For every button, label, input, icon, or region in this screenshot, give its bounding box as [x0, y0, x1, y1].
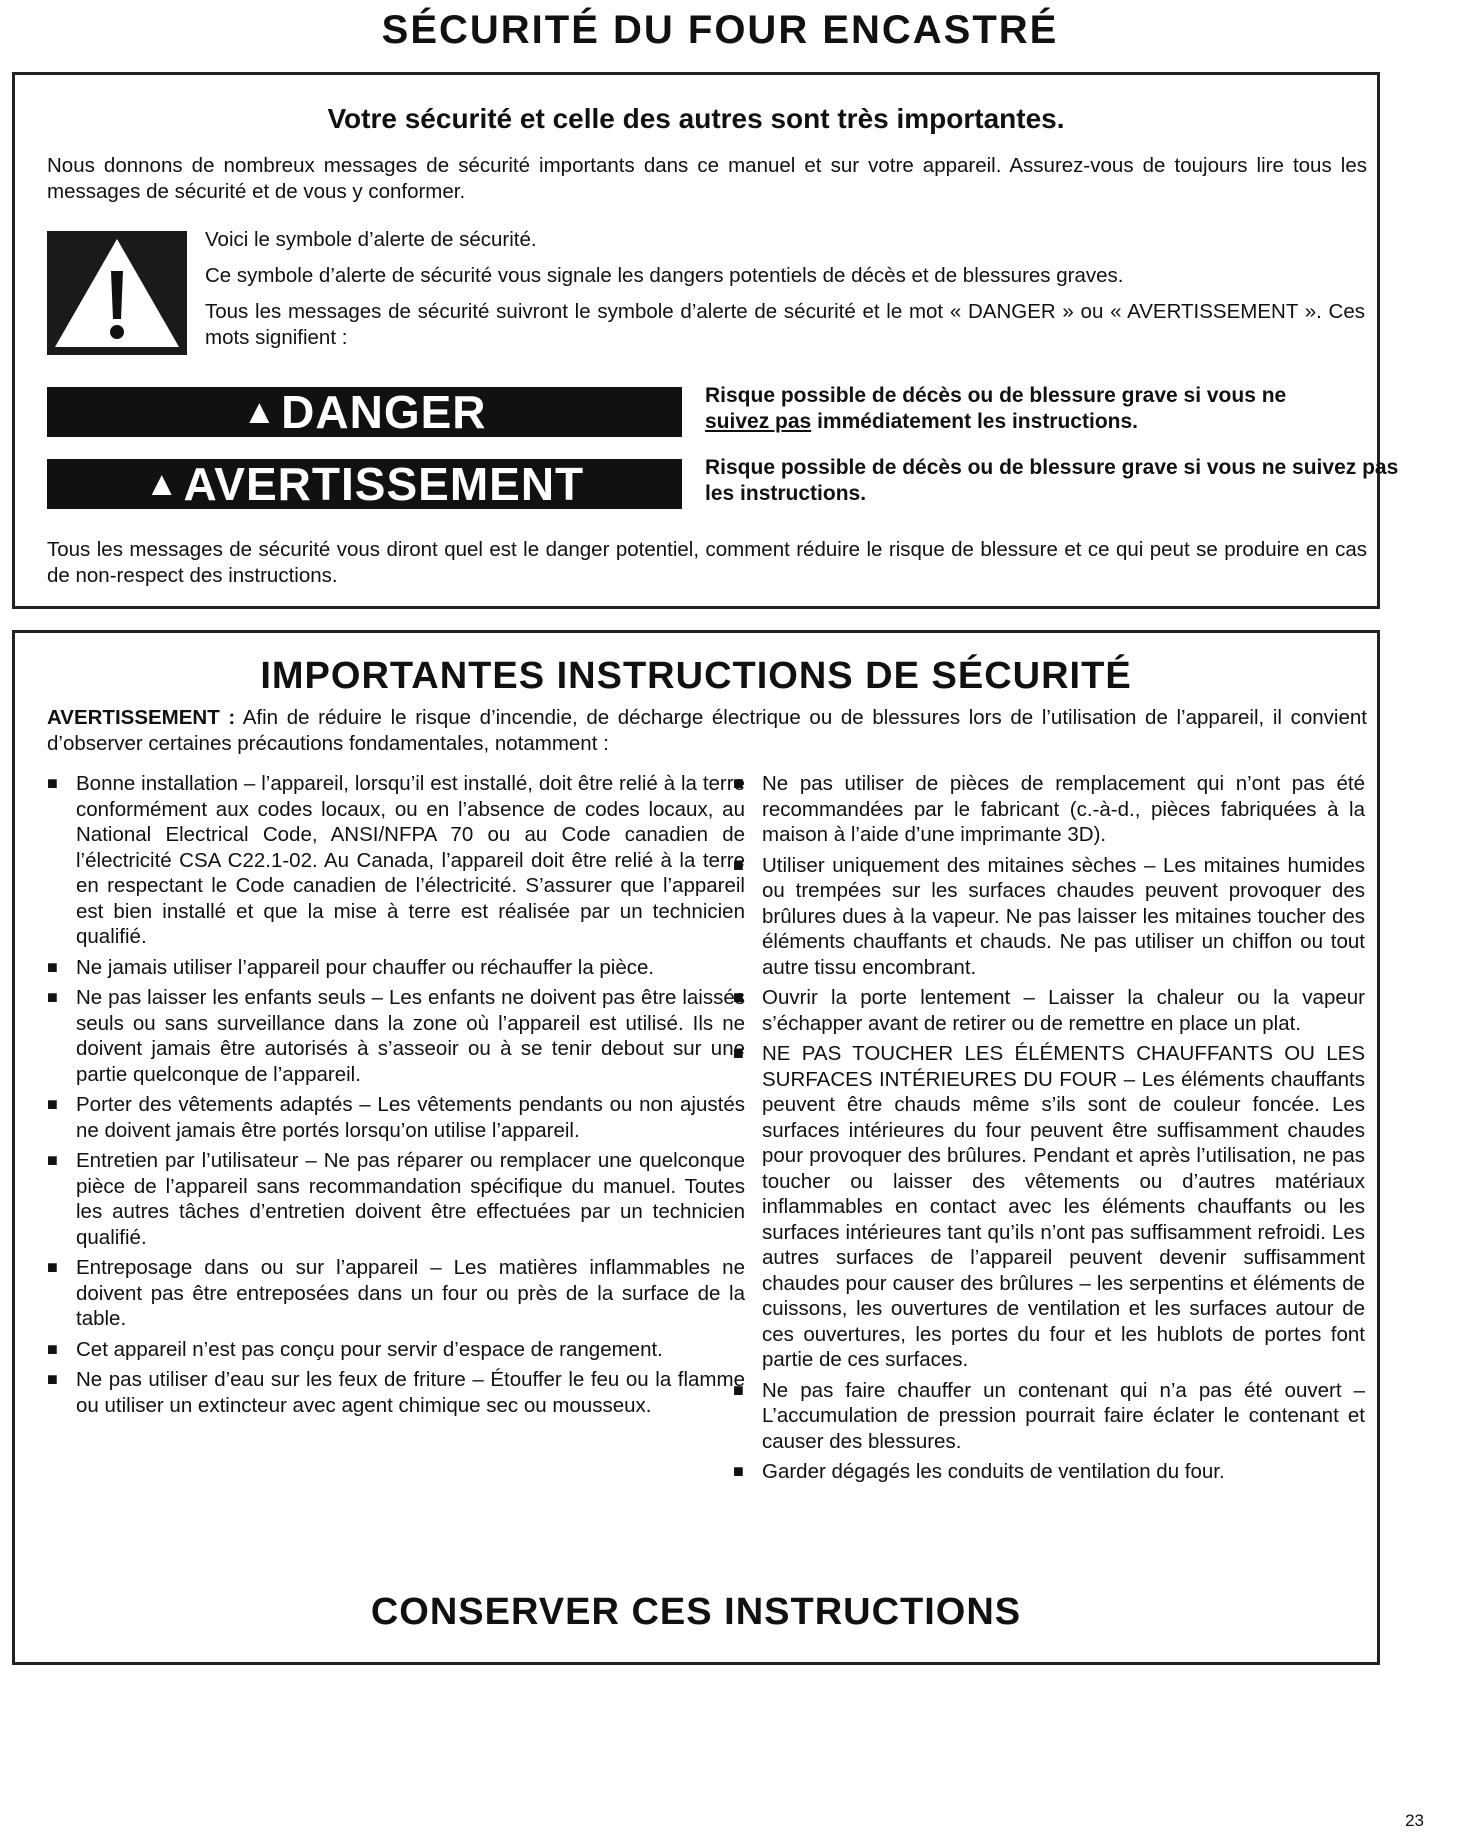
instructions-warning	[47, 705, 1367, 757]
safety-footer: Tous les messages de sécurité vous diront quel est le danger potentiel, comment réduire le risque de blessure et ce qui peut se produire en cas de non-respect des instructions.	[47, 538, 1367, 587]
danger-desc-underlined: suivez pas	[705, 410, 812, 433]
safety-notice-box	[12, 72, 1399, 609]
instruction-item: ■ Entreposage dans ou sur l’appareil – Les matières inflammables ne doivent pas être entreposées dans un four ou près de la surface de la table.	[47, 1255, 745, 1332]
danger-description	[705, 383, 1405, 435]
symbol-line-2: Ce symbole d’alerte de sécurité vous signale les dangers potentiels de décès et de blessures graves.	[205, 264, 1124, 287]
safety-alert-icon	[47, 231, 187, 355]
page-title: SÉCURITÉ DU FOUR ENCASTRÉ	[381, 8, 1059, 52]
safety-heading: Votre sécurité et celle des autres sont très importantes.	[327, 103, 1065, 134]
warning-lead: AVERTISSEMENT :	[47, 706, 236, 729]
instruction-item: ■ Porter des vêtements adaptés – Les vêtements pendants ou non ajustés ne doivent jamais être portés lorsqu’on utilise l’appareil.	[47, 1092, 745, 1143]
danger-desc-rest: immédiatement les instructions.	[811, 410, 1138, 433]
symbol-line-3: Tous les messages de sécurité suivront le symbole d’alerte de sécurité et le mot « DANGER » ou « AVERTISSEMENT ». Ces mots signifient :	[205, 300, 1365, 349]
instruction-item: ■ Utiliser uniquement des mitaines sèches – Les mitaines humides ou trempées sur les surfaces chaudes peuvent provoquer des brûlures dues à la vapeur. Ne pas laisser les mitaines toucher des éléments chauffants et chauds. Ne pas utiliser un chiffon ou tout autre tissu encombrant.	[733, 853, 1365, 981]
instruction-item: ■ Ne pas laisser les enfants seuls – Les enfants ne doivent pas être laissés seuls ou sans surveillance dans la zone où l’appareil est utilisé. Ils ne doivent jamais être autorisés à s’asseoir ou à se tenir debout sur une partie quelconque de l’appareil.	[47, 985, 745, 1087]
instruction-item: ■ Garder dégagés les conduits de ventilation du four.	[733, 1459, 1365, 1485]
instruction-item: ■ Ne jamais utiliser l’appareil pour chauffer ou réchauffer la pièce.	[47, 955, 745, 981]
instructions-box	[12, 630, 1380, 1665]
left-instruction-list	[47, 771, 745, 1418]
instruction-item: ■ Ne pas faire chauffer un contenant qui n’a pas été ouvert – L’accumulation de pression pourrait faire éclater le contenant et causer des blessures.	[733, 1378, 1365, 1455]
instruction-item: ■ Cet appareil n’est pas conçu pour servir d’espace de rangement.	[47, 1337, 745, 1363]
instruction-item: ■ Bonne installation – l’appareil, lorsqu’il est installé, doit être relié à la terre conformément aux codes locaux, ou en l’absence de codes locaux, au National Electrical Code, ANSI/NFPA 70 ou au Code canadien de l’électricité CSA C22.1-02. Au Canada, l’appareil doit être relié à la terre en respectant le Code canadien de l’électricité. S’assurer que l’appareil est bien installé et que la mise à terre est réalisée par un technicien qualifié.	[47, 771, 745, 950]
instruction-item: ■ Ne pas utiliser de pièces de remplacement qui n’ont pas été recommandées par le fabricant (c.-à-d., pièces fabriquées à la maison à l’aide d’une imprimante 3D).	[733, 771, 1365, 848]
instruction-item: ■ NE PAS TOUCHER LES ÉLÉMENTS CHAUFFANTS OU LES SURFACES INTÉRIEURES DU FOUR – Les éléments chauffants peuvent être chauds même s’ils sont de couleur foncée. Les surfaces intérieures du four peuvent être suffisamment chaudes pour provoquer des brûlures. Pendant et après l’utilisation, ne pas toucher ou laisser des vêtements ou d’autres matériaux inflammables en contact avec les éléments chauffants ou les surfaces intérieures tant qu’ils n’ont pas suffisamment refroidi. Les autres surfaces de l’appareil peuvent devenir suffisamment chaudes pour causer des brûlures – les serpentins et éléments de cuissons, les ouvertures de ventilation et les surfaces autour de ces ouvertures, les portes du four et les hublots de portes font partie de ces surfaces.	[733, 1041, 1365, 1373]
warning-triangle-icon: ▲	[242, 392, 278, 431]
warning-description: Risque possible de décès ou de blessure grave si vous ne suivez pas les instructions.	[705, 456, 1399, 505]
warning-signal-word	[47, 459, 682, 509]
warning-text: Afin de réduire le risque d’incendie, de décharge électrique ou de blessures lors de l’utilisation de l’appareil, il convient d’observer certaines précautions fondamentales, notamment :	[47, 706, 1367, 755]
right-column	[733, 771, 1365, 1490]
page-number: 23	[1405, 1811, 1424, 1830]
closing-title: CONSERVER CES INSTRUCTIONS	[370, 1591, 1022, 1633]
instruction-item: ■ Ne pas utiliser d’eau sur les feux de friture – Étouffer le feu ou la flamme ou utiliser un extincteur avec agent chimique sec ou mousseux.	[47, 1367, 745, 1418]
instruction-item: ■ Ouvrir la porte lentement – Laisser la chaleur ou la vapeur s’échapper avant de retirer ou de remettre en place un plat.	[733, 985, 1365, 1036]
safety-intro: Nous donnons de nombreux messages de sécurité importants dans ce manuel et sur votre appareil. Assurez-vous de toujours lire tous les messages de sécurité et de vous y conformer.	[47, 154, 1367, 203]
warning-triangle-icon: ▲	[144, 464, 180, 503]
danger-desc-line-1: Risque possible de décès ou de blessure grave si vous ne	[705, 384, 1287, 407]
instructions-heading: IMPORTANTES INSTRUCTIONS DE SÉCURITÉ	[260, 655, 1132, 697]
warning-label: AVERTISSEMENT	[183, 458, 585, 510]
danger-label: DANGER	[281, 386, 487, 438]
right-instruction-list	[733, 771, 1365, 1485]
danger-signal-word	[47, 387, 682, 437]
left-column	[47, 771, 745, 1423]
symbol-line-1: Voici le symbole d’alerte de sécurité.	[205, 228, 537, 251]
instruction-item: ■ Entretien par l’utilisateur – Ne pas réparer ou remplacer une quelconque pièce de l’appareil sans recommandation spécifique du manuel. Toutes les autres tâches d’entretien doivent être effectuées par un technicien qualifié.	[47, 1148, 745, 1250]
